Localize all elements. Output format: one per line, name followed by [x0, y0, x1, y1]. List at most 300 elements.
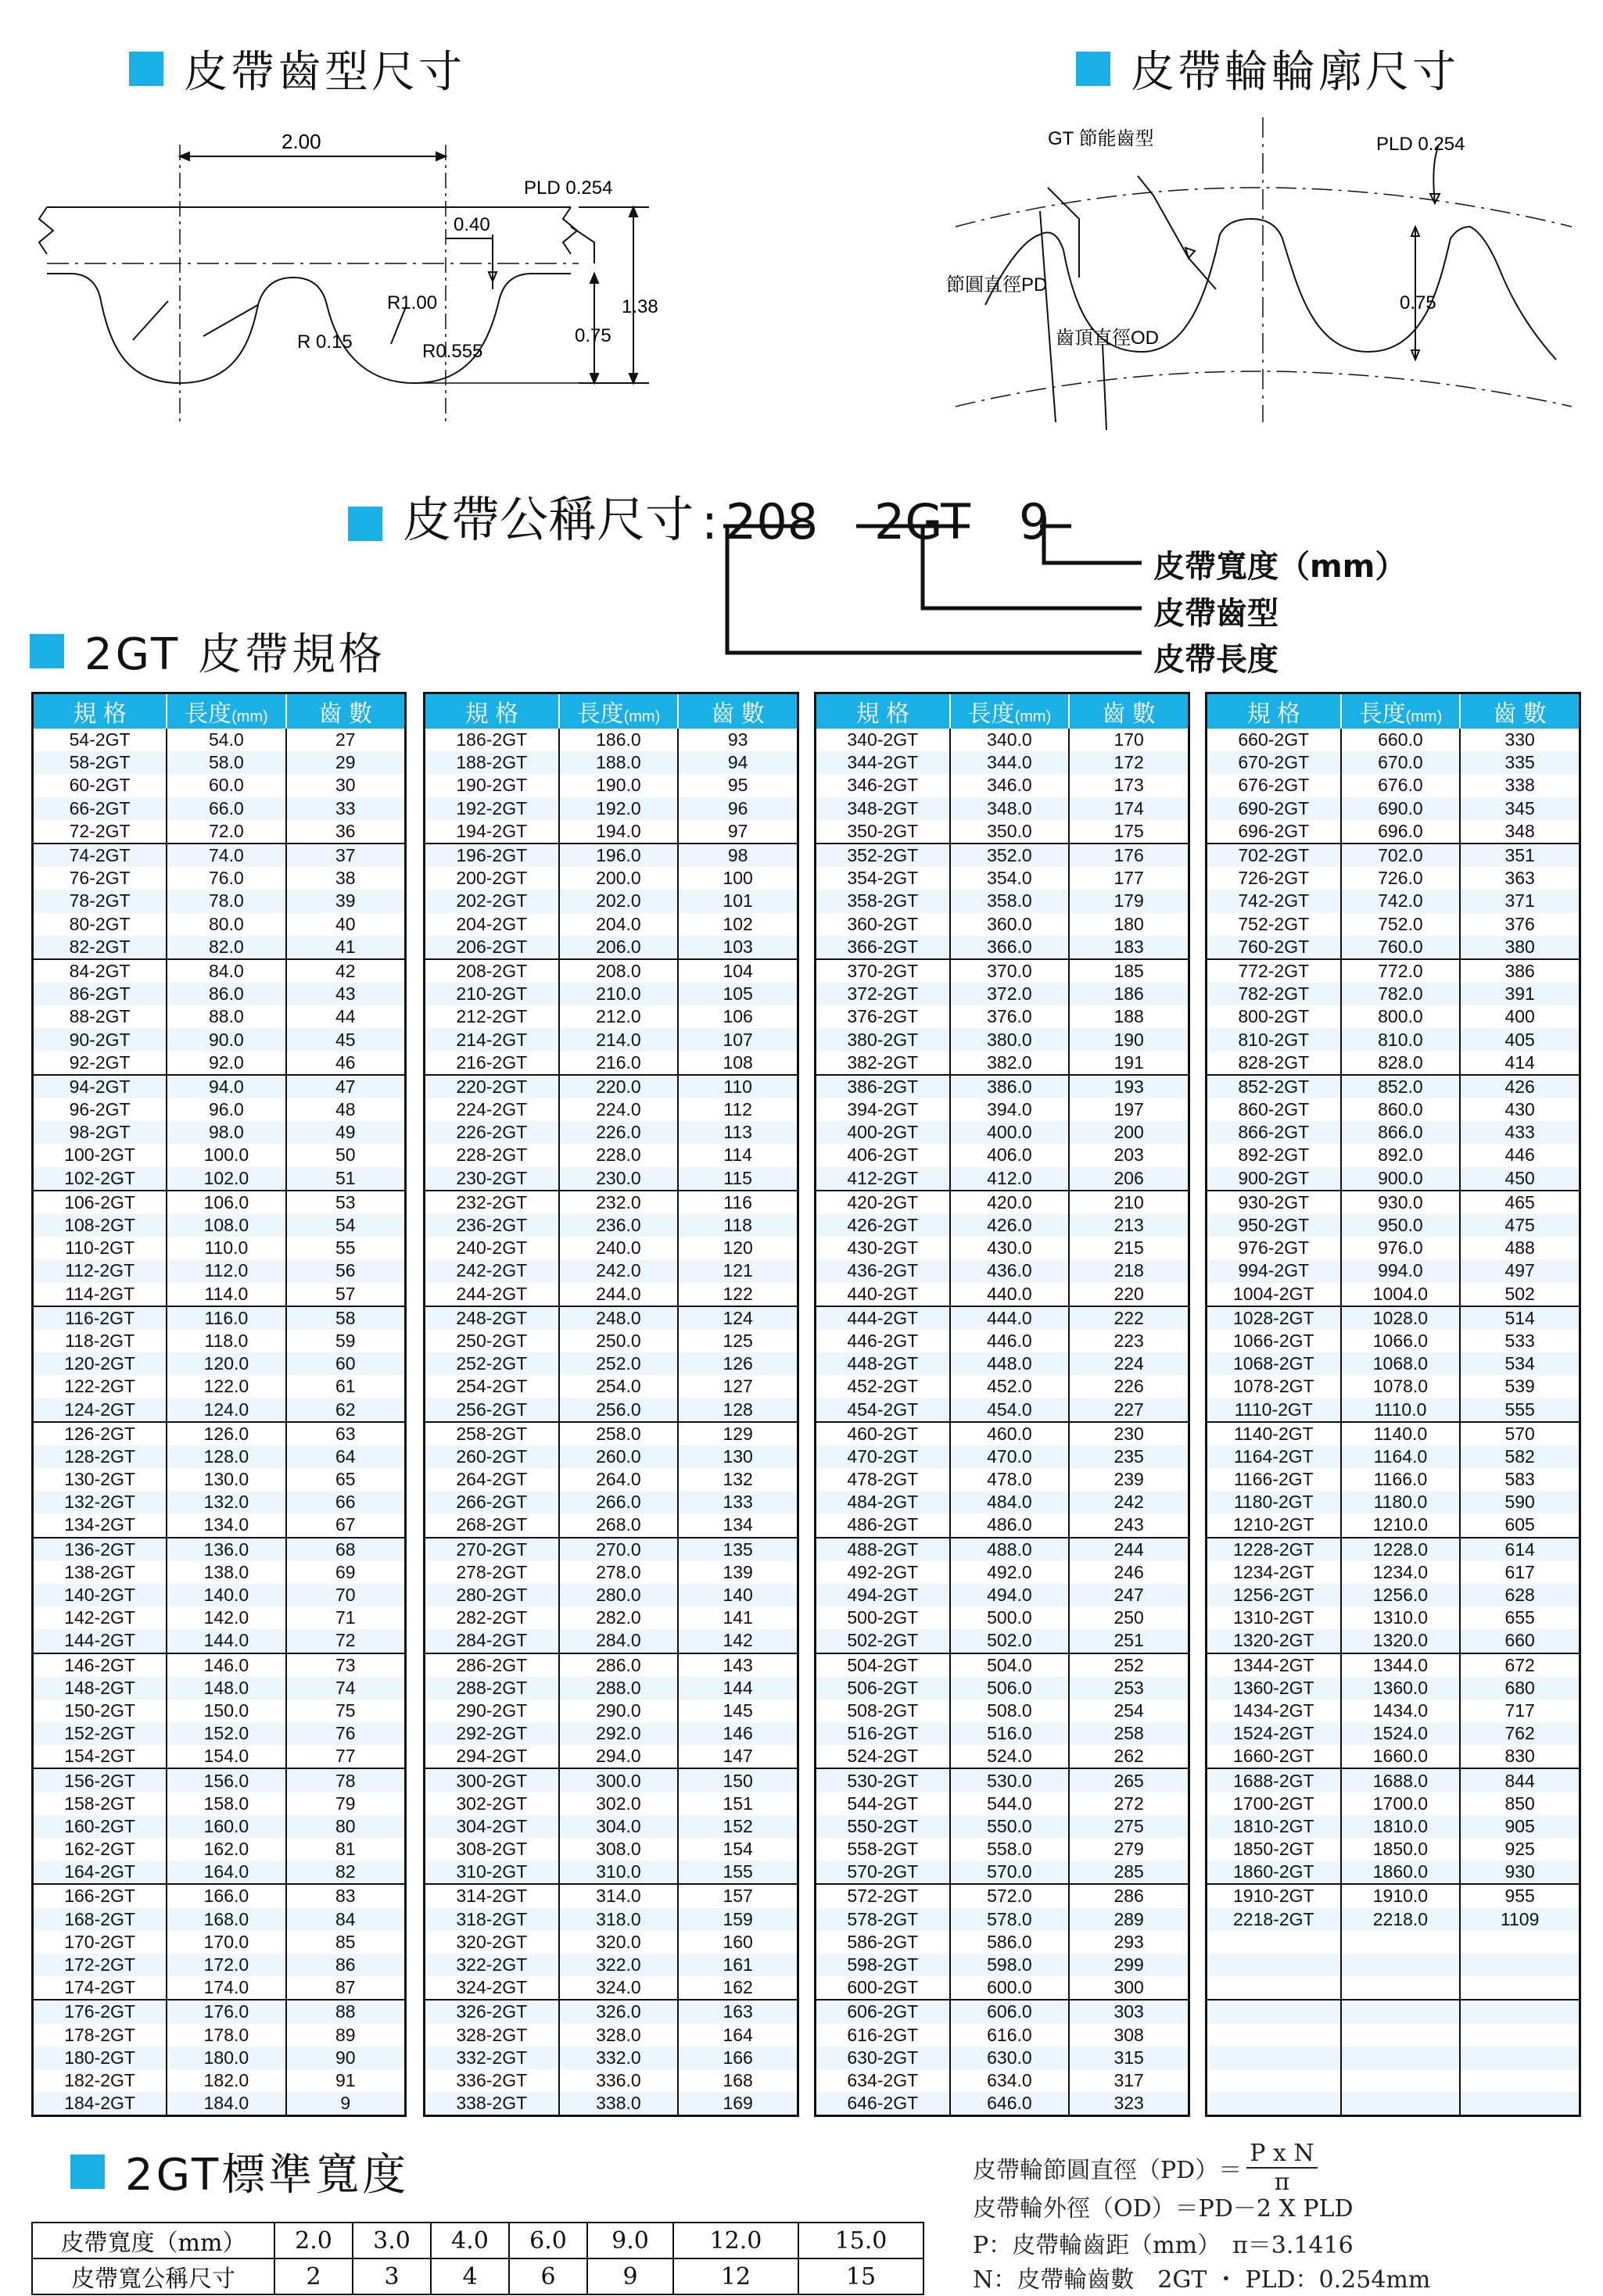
table-row [33, 1722, 406, 1745]
spec-teeth-cell: 175 [1069, 820, 1189, 844]
spec-teeth-cell: 617 [1460, 1561, 1580, 1584]
spec-model-cell: 232-2GT [425, 1191, 559, 1214]
spec-model-cell: 252-2GT [425, 1352, 559, 1375]
table-row [816, 1606, 1189, 1629]
table-row [1207, 1861, 1580, 1884]
spec-teeth-cell: 79 [286, 1793, 406, 1815]
spec-model-cell: 866-2GT [1207, 1121, 1341, 1144]
spec-length-cell: 1166.0 [1341, 1468, 1461, 1491]
spec-length-cell: 206.0 [559, 936, 679, 959]
spec-model-cell [1207, 1931, 1341, 1954]
spec-teeth-cell: 129 [678, 1422, 798, 1445]
table-row [816, 1584, 1189, 1606]
spec-length-cell: 128.0 [167, 1445, 285, 1468]
spec-model-cell: 168-2GT [33, 1908, 167, 1931]
spec-model-cell [1207, 2069, 1341, 2092]
table-row [425, 1815, 798, 1838]
spec-model-cell: 994-2GT [1207, 1259, 1341, 1282]
spec-teeth-cell: 303 [1069, 2000, 1189, 2023]
table-row [816, 1191, 1189, 1214]
spec-teeth-cell: 533 [1460, 1330, 1580, 1352]
spec-length-cell: 288.0 [559, 1677, 679, 1700]
spec-model-cell: 304-2GT [425, 1815, 559, 1838]
spec-model-cell: 702-2GT [1207, 844, 1341, 867]
spec-length-cell [1341, 2000, 1461, 2023]
std-width-label: 皮帶寬度（mm） [32, 2223, 274, 2258]
table-row [1207, 1098, 1580, 1121]
spec-teeth-cell: 88 [286, 2000, 406, 2023]
spec-model-cell: 282-2GT [456, 1607, 528, 1628]
spec-length-cell: 300.0 [559, 1768, 679, 1792]
table-row [1207, 1745, 1580, 1768]
spec-teeth-cell [1460, 1976, 1580, 2000]
spec-model-cell: 892-2GT [1238, 1144, 1310, 1166]
spec-teeth-cell: 104 [678, 959, 798, 983]
pd-numerator: P x N [1246, 2140, 1317, 2169]
spec-teeth-cell: 475 [1460, 1214, 1580, 1237]
table-row [33, 1653, 406, 1677]
spec-model-cell: 1228-2GT [1207, 1538, 1341, 1561]
spec-model-cell: 696-2GT [1238, 820, 1310, 841]
table-row [33, 983, 406, 1005]
table-row [1207, 820, 1580, 844]
spec-teeth-cell: 71 [286, 1606, 406, 1629]
table-row [33, 1214, 406, 1237]
spec-length-cell: 358.0 [950, 890, 1070, 912]
spec-model-cell: 860-2GT [1238, 1099, 1310, 1120]
spec-model-cell: 504-2GT [816, 1653, 950, 1677]
spec-model-cell: 214-2GT [425, 1028, 559, 1051]
spec-teeth-cell: 101 [678, 890, 798, 912]
spec-teeth-cell: 1109 [1460, 1908, 1580, 1931]
spec-teeth-cell: 67 [286, 1513, 406, 1537]
spec-length-cell: 752.0 [1341, 913, 1461, 936]
table-row [816, 1075, 1189, 1098]
spec-length-cell: 154.0 [167, 1745, 285, 1768]
spec-length-cell: 400.0 [950, 1121, 1070, 1144]
spec-model-cell: 406-2GT [847, 1144, 919, 1166]
spec-model-cell: 440-2GT [847, 1283, 919, 1304]
spec-teeth-cell: 177 [1069, 867, 1189, 890]
spec-length-cell: 2218.0 [1341, 1908, 1461, 1931]
pulley-h075-label: 0.75 [1400, 292, 1436, 313]
table-row [816, 1283, 1189, 1306]
spec-model-cell: 242-2GT [425, 1259, 559, 1282]
spec-teeth-cell: 68 [286, 1538, 406, 1561]
spec-teeth-cell: 244 [1069, 1538, 1189, 1561]
table-row [1207, 1768, 1580, 1792]
spec-teeth-cell: 54 [286, 1214, 406, 1237]
spec-teeth-cell: 174 [1069, 797, 1189, 820]
spec-teeth-cell: 63 [286, 1422, 406, 1445]
spec-length-cell: 320.0 [559, 1931, 679, 1954]
spec-teeth-cell: 139 [678, 1561, 798, 1584]
table-row [816, 1722, 1189, 1745]
spec-length-cell: 332.0 [559, 2047, 679, 2069]
spec-model-cell: 164-2GT [33, 1861, 167, 1884]
spec-model-cell: 348-2GT [816, 797, 950, 820]
spec-length-cell: 852.0 [1341, 1075, 1461, 1098]
table-row [816, 983, 1189, 1005]
spec-teeth-cell: 223 [1069, 1330, 1189, 1352]
od-label: 齒頂直徑OD [1056, 328, 1159, 349]
spec-length-cell: 1210.0 [1341, 1513, 1461, 1537]
spec-model-cell: 324-2GT [456, 1977, 528, 1998]
spec-teeth-cell: 143 [678, 1653, 798, 1677]
spec-teeth-cell: 62 [286, 1398, 406, 1421]
spec-teeth-cell: 124 [678, 1306, 798, 1330]
table-row [33, 1191, 406, 1214]
spec-teeth-cell: 253 [1069, 1677, 1189, 1700]
spec-teeth-cell: 151 [678, 1793, 798, 1815]
spec-model-cell: 460-2GT [816, 1422, 950, 1445]
spec-teeth-cell: 210 [1069, 1191, 1189, 1214]
spec-teeth-cell: 220 [1069, 1283, 1189, 1306]
spec-model-cell: 66-2GT [33, 797, 167, 820]
pulley-profile-diagram [938, 109, 1580, 430]
spec-model-cell: 760-2GT [1207, 936, 1341, 959]
spec-length-cell: 1850.0 [1341, 1838, 1461, 1861]
spec-model-cell: 138-2GT [64, 1561, 135, 1582]
spec-length-cell: 172.0 [167, 1954, 285, 1976]
spec-teeth-cell: 570 [1460, 1422, 1580, 1445]
column-header: 長度(mm) [950, 693, 1070, 729]
spec-length-cell: 1700.0 [1341, 1793, 1461, 1815]
spec-length-cell: 570.0 [950, 1861, 1070, 1884]
spec-length-cell: 178.0 [167, 2024, 285, 2047]
spec-teeth-cell: 200 [1069, 1121, 1189, 1144]
spec-teeth-cell: 206 [1069, 1167, 1189, 1191]
spec-teeth-cell: 400 [1460, 1005, 1580, 1028]
spec-teeth-cell: 582 [1460, 1445, 1580, 1468]
spec-teeth-cell: 299 [1069, 1954, 1189, 1976]
spec-length-cell: 994.0 [1341, 1259, 1461, 1282]
spec-model-cell: 192-2GT [425, 797, 559, 820]
table-row [33, 1584, 406, 1606]
table-row [425, 2000, 798, 2023]
table-row [816, 1121, 1189, 1144]
spec-model-cell: 346-2GT [847, 775, 919, 796]
table-row [425, 2092, 798, 2116]
table-row [425, 1793, 798, 1815]
spec-length-cell: 304.0 [559, 1815, 679, 1838]
spec-teeth-cell: 53 [286, 1191, 406, 1214]
table-row [816, 1398, 1189, 1421]
spec-teeth-cell: 173 [1069, 774, 1189, 797]
spec-model-cell: 660-2GT [1238, 729, 1310, 750]
spec-model-cell: 508-2GT [847, 1700, 919, 1721]
table-row [33, 2069, 406, 2092]
spec-length-cell: 194.0 [559, 820, 679, 844]
table-row [425, 1028, 798, 1051]
spec-model-cell: 76-2GT [69, 868, 131, 889]
table-row [33, 1468, 406, 1491]
spec-model-cell: 726-2GT [1238, 868, 1310, 889]
table-row [425, 774, 798, 797]
spec-header-row [816, 693, 1189, 729]
spec-length-cell: 976.0 [1341, 1237, 1461, 1259]
spec-length-cell: 196.0 [559, 844, 679, 867]
spec-length-cell: 1860.0 [1341, 1861, 1461, 1884]
spec-teeth-cell: 135 [678, 1538, 798, 1561]
spec-length-cell: 118.0 [167, 1330, 285, 1352]
spec-model-cell: 366-2GT [816, 936, 950, 959]
spec-teeth-cell: 844 [1460, 1768, 1580, 1792]
table-row [1207, 1584, 1580, 1606]
table-row [816, 1976, 1189, 2000]
spec-model-cell: 236-2GT [425, 1214, 559, 1237]
spec-model-cell: 810-2GT [1207, 1028, 1341, 1051]
spec-teeth-cell: 107 [678, 1028, 798, 1051]
spec-length-cell: 166.0 [167, 1884, 285, 1907]
table-row [33, 1513, 406, 1537]
spec-model-cell: 976-2GT [1238, 1238, 1310, 1259]
table-row [816, 751, 1189, 774]
spec-teeth-cell: 227 [1069, 1398, 1189, 1421]
table-row [816, 774, 1189, 797]
spec-teeth-cell: 87 [286, 1976, 406, 2000]
spec-teeth-cell: 47 [286, 1075, 406, 1098]
table-row [425, 983, 798, 1005]
spec-teeth-cell [1460, 2024, 1580, 2047]
spec-length-cell: 1434.0 [1341, 1700, 1461, 1722]
spec-length-cell: 634.0 [950, 2069, 1070, 2092]
std-width-title: 2GT標準寬度 [70, 2140, 409, 2203]
table-row [33, 751, 406, 774]
spec-length-cell: 366.0 [950, 936, 1070, 959]
spec-model-cell: 300-2GT [425, 1768, 559, 1792]
spec-model-cell: 670-2GT [1207, 751, 1341, 774]
spec-model-cell: 122-2GT [64, 1376, 135, 1397]
od-formula: 皮帶輪外徑（OD）＝PD－2 X PLD [973, 2195, 1354, 2223]
spec-model-cell: 322-2GT [425, 1954, 559, 1976]
table-row [1207, 1538, 1580, 1561]
table-row [33, 1352, 406, 1375]
spec-length-cell [1341, 1954, 1461, 1976]
spec-length-cell: 294.0 [559, 1745, 679, 1768]
spec-model-cell: 240-2GT [456, 1238, 528, 1259]
table-row [425, 1468, 798, 1491]
table-row [1207, 1144, 1580, 1166]
spec-teeth-cell: 162 [678, 1976, 798, 2000]
spec-teeth-cell: 830 [1460, 1745, 1580, 1768]
spec-teeth-cell: 130 [678, 1445, 798, 1468]
table-row [1207, 1931, 1580, 1954]
spec-teeth-cell: 614 [1460, 1538, 1580, 1561]
nominal-width: 9 [1018, 493, 1050, 550]
spec-teeth-cell: 247 [1069, 1584, 1189, 1606]
spec-model-cell: 88-2GT [69, 1006, 131, 1027]
spec-teeth-cell: 147 [678, 1745, 798, 1768]
spec-model-cell: 446-2GT [847, 1330, 919, 1351]
spec-model-cell: 314-2GT [425, 1884, 559, 1907]
table-row [425, 1768, 798, 1792]
spec-teeth-cell: 252 [1069, 1653, 1189, 1677]
spec-length-cell: 742.0 [1341, 890, 1461, 912]
spec-length-cell: 1524.0 [1341, 1722, 1461, 1745]
spec-teeth-cell: 51 [286, 1167, 406, 1191]
spec-length-cell: 116.0 [167, 1306, 285, 1330]
spec-model-cell: 286-2GT [425, 1653, 559, 1677]
spec-length-cell: 426.0 [950, 1214, 1070, 1237]
n-definition: N：皮帶輪齒數 2GT ・ PLD：0.254mm [973, 2266, 1431, 2294]
spec-teeth-cell: 193 [1069, 1075, 1189, 1098]
spec-teeth-cell: 98 [678, 844, 798, 867]
spec-length-cell: 136.0 [167, 1538, 285, 1561]
table-row [425, 1954, 798, 1976]
spec-length-cell: 1164.0 [1341, 1445, 1461, 1468]
spec-model-cell: 294-2GT [456, 1746, 528, 1767]
spec-model-cell: 486-2GT [847, 1514, 919, 1535]
spec-model-cell: 172-2GT [33, 1954, 167, 1976]
spec-model-cell: 646-2GT [816, 2092, 950, 2116]
spec-teeth-cell: 348 [1460, 820, 1580, 844]
spec-teeth-cell: 161 [678, 1954, 798, 1976]
table-row [425, 797, 798, 820]
spec-length-cell: 1068.0 [1341, 1352, 1461, 1375]
spec-length-cell: 278.0 [559, 1561, 679, 1584]
table-row [425, 1976, 798, 2000]
spec-teeth-cell [1460, 2000, 1580, 2023]
spec-length-cell: 440.0 [950, 1283, 1070, 1306]
spec-model-cell: 454-2GT [816, 1398, 950, 1421]
spec-length-cell: 92.0 [167, 1051, 285, 1075]
table-row [1207, 913, 1580, 936]
spec-teeth-cell: 224 [1069, 1352, 1189, 1375]
spec-teeth-cell: 717 [1460, 1700, 1580, 1722]
spec-teeth-cell: 154 [678, 1838, 798, 1861]
spec-model-cell: 288-2GT [425, 1677, 559, 1700]
table-row [425, 751, 798, 774]
spec-model-cell: 174-2GT [64, 1977, 135, 1998]
spec-length-cell: 338.0 [559, 2092, 679, 2116]
spec-teeth-cell: 180 [1069, 913, 1189, 936]
table-row [425, 1398, 798, 1421]
table-row [816, 867, 1189, 890]
table-row [425, 2024, 798, 2047]
spec-model-cell: 284-2GT [425, 1629, 559, 1653]
spec-teeth-cell: 42 [286, 959, 406, 983]
spec-model-cell: 226-2GT [425, 1121, 559, 1144]
spec-teeth-cell: 363 [1460, 867, 1580, 890]
spec-teeth-cell: 215 [1069, 1237, 1189, 1259]
title-marker-icon [70, 2155, 105, 2189]
spec-model-cell: 110-2GT [65, 1238, 135, 1259]
spec-model-cell: 204-2GT [456, 913, 528, 934]
spec-length-cell: 314.0 [559, 1884, 679, 1907]
spec-model-cell: 1004-2GT [1233, 1283, 1314, 1304]
table-row [33, 1283, 406, 1306]
spec-teeth-cell: 132 [678, 1468, 798, 1491]
spec-length-cell: 860.0 [1341, 1098, 1461, 1121]
spec-teeth-cell: 45 [286, 1028, 406, 1051]
spec-model-cell: 212-2GT [456, 1006, 528, 1027]
spec-model-cell: 114-2GT [65, 1283, 135, 1304]
r100-label: R1.00 [387, 292, 438, 313]
table-row [816, 1098, 1189, 1121]
spec-teeth-cell: 116 [678, 1191, 798, 1214]
spec-model-cell: 436-2GT [816, 1259, 950, 1282]
spec-model-cell: 228-2GT [456, 1144, 528, 1166]
std-nominal-row: 皮帶寬公稱尺寸 2 3 4 6 9 12 15 [32, 2258, 923, 2294]
spec-length-cell: 168.0 [167, 1908, 285, 1931]
table-row [1207, 1121, 1580, 1144]
spec-model-cell: 86-2GT [33, 983, 167, 1005]
spec-model-cell [1207, 2000, 1341, 2023]
spec-length-cell: 182.0 [167, 2069, 285, 2092]
column-header: 規 格 [425, 693, 559, 729]
table-row [816, 1538, 1189, 1561]
column-header: 齒 數 [286, 693, 406, 729]
spec-length-cell: 302.0 [559, 1793, 679, 1815]
spec-length-cell: 670.0 [1341, 751, 1461, 774]
spec-teeth-cell: 222 [1069, 1306, 1189, 1330]
spec-length-cell: 1078.0 [1341, 1375, 1461, 1398]
table-row [816, 1167, 1189, 1191]
spec-teeth-cell: 39 [286, 890, 406, 912]
spec-length-cell: 578.0 [950, 1908, 1070, 1931]
table-row [33, 1629, 406, 1653]
spec-model-cell: 128-2GT [33, 1445, 167, 1468]
spec-teeth-cell: 539 [1460, 1375, 1580, 1398]
spec-teeth-cell: 218 [1069, 1259, 1189, 1282]
spec-model-cell: 142-2GT [64, 1607, 135, 1628]
spec-model-cell: 258-2GT [425, 1422, 559, 1445]
spec-length-cell: 1910.0 [1341, 1884, 1461, 1907]
spec-length-cell: 454.0 [950, 1398, 1070, 1421]
table-row [33, 844, 406, 867]
spec-model-cell: 386-2GT [816, 1075, 950, 1098]
spec-teeth-cell: 583 [1460, 1468, 1580, 1491]
table-row [816, 1491, 1189, 1513]
spec-length-cell: 346.0 [950, 774, 1070, 797]
spec-length-cell: 84.0 [167, 959, 285, 983]
spec-length-cell: 1660.0 [1341, 1745, 1461, 1768]
table-row [425, 890, 798, 912]
spec-table-4 [1205, 692, 1581, 2117]
spec-length-cell: 78.0 [167, 890, 285, 912]
spec-teeth-cell: 465 [1460, 1191, 1580, 1214]
spec-teeth-cell: 258 [1069, 1722, 1189, 1745]
spec-teeth-cell: 49 [286, 1121, 406, 1144]
spec-length-cell: 376.0 [950, 1005, 1070, 1028]
table-row [1207, 867, 1580, 890]
spec-teeth-cell: 191 [1069, 1051, 1189, 1075]
spec-teeth-cell: 163 [678, 2000, 798, 2023]
spec-model-cell: 292-2GT [425, 1722, 559, 1745]
spec-teeth-cell: 235 [1069, 1445, 1189, 1468]
table-row [1207, 797, 1580, 820]
spec-length-cell: 54.0 [167, 729, 285, 751]
table-row [816, 1237, 1189, 1259]
spec-length-cell: 200.0 [559, 867, 679, 890]
table-row [816, 1815, 1189, 1838]
spec-teeth-cell: 660 [1460, 1629, 1580, 1653]
spec-length-cell: 112.0 [167, 1259, 285, 1282]
spec-length-cell: 58.0 [167, 751, 285, 774]
table-row [1207, 1884, 1580, 1907]
spec-length-cell: 828.0 [1341, 1051, 1461, 1075]
spec-length-cell: 460.0 [950, 1422, 1070, 1445]
spec-teeth-cell: 308 [1069, 2024, 1189, 2047]
spec-length-cell: 488.0 [950, 1538, 1070, 1561]
spec-length-cell: 502.0 [950, 1629, 1070, 1653]
spec-length-cell [1341, 2024, 1461, 2047]
nominal-type: 2GT [873, 493, 971, 550]
table-row [425, 1513, 798, 1537]
spec-teeth-cell: 37 [286, 844, 406, 867]
pulley-pld-label: PLD 0.254 [1376, 134, 1465, 155]
